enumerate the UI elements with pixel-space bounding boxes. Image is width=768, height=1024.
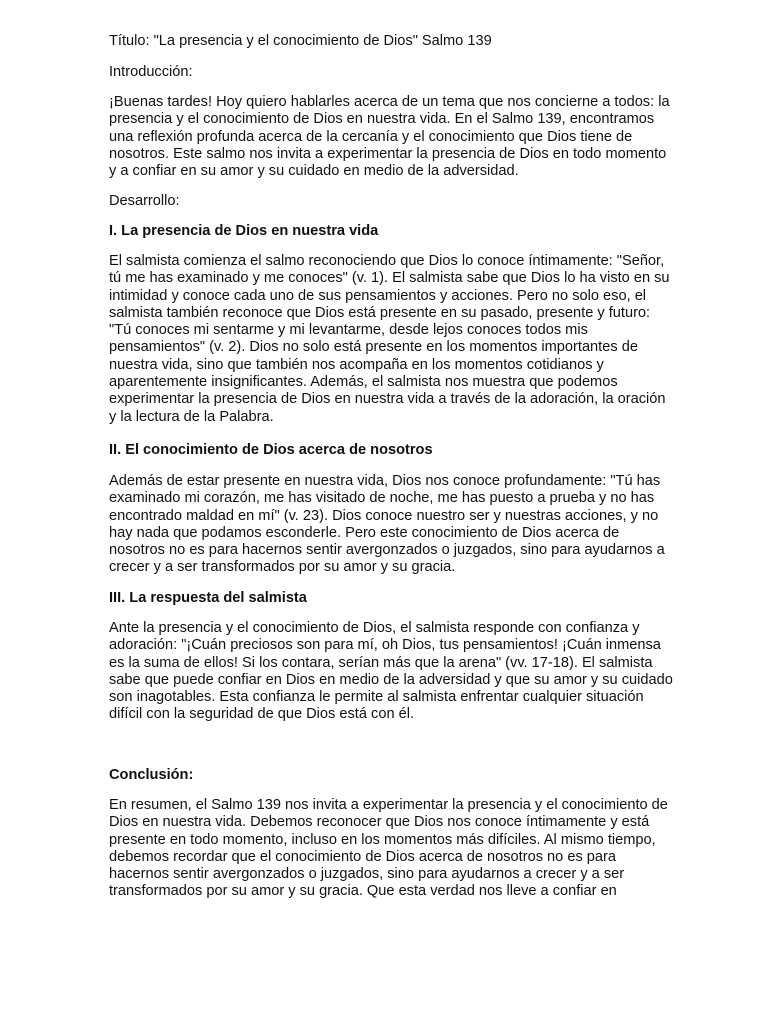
text-line: salmista también reconoce que Dios está presente en su pasado, presente y futuro: (109, 304, 651, 321)
section-2-heading: II. El conocimiento de Dios acerca de nosotros (109, 442, 433, 458)
text-line: pensamientos" (v. 2). Dios no solo está presente en los momentos importantes de (109, 339, 638, 356)
text-line: una reflexión profunda acerca de la cercanía y el conocimiento que Dios tiene de (109, 128, 633, 145)
conclusion-paragraph (109, 797, 669, 901)
text-line: y la lectura de la Palabra. (109, 408, 274, 425)
text-line: El salmista comienza el salmo reconociendo que Dios lo conoce íntimamente: "Señor, (109, 253, 665, 269)
text-line: Dios en nuestra vida. Debemos reconocer que Dios nos conoce íntimamente y está (109, 814, 650, 831)
text-line: experimentar la presencia de Dios en nuestra vida a través de la adoración, la oración (109, 391, 666, 408)
text-line: Ante la presencia y el conocimiento de Dios, el salmista responde con confianza y (109, 620, 640, 636)
section-3-paragraph (109, 620, 673, 724)
text-line: crecer y a ser transformados por su amor y su gracia. (109, 559, 456, 576)
text-line: tú me has examinado y me conoces" (v. 1). El salmista sabe que Dios lo ha visto en su (109, 270, 670, 287)
text-line: hay nada que podamos esconderle. Pero este conocimiento de Dios acerca de (109, 524, 620, 541)
introduccion-paragraph (109, 94, 669, 180)
text-line: En resumen, el Salmo 139 nos invita a experimentar la presencia y el conocimiento de (109, 797, 668, 813)
text-line: es la suma de ellos! Si los contara, serían más que la arena" (vv. 17-18). El salmista (109, 654, 653, 671)
text-line: debemos recordar que el conocimiento de Dios acerca de nosotros no es para (109, 848, 617, 865)
text-line: difícil con la seguridad de que Dios está con él. (109, 706, 415, 723)
text-line: "Tú conoces mi sentarme y mi levantarme, desde lejos conoces todos mis (109, 322, 588, 339)
text-line: adoración: "¡Cuán preciosos son para mí, oh Dios, tus pensamientos! ¡Cuán inmensa (109, 637, 661, 654)
text-line: encontrado maldad en mí" (v. 23). Dios conoce nuestro ser y nuestras acciones, y no (109, 507, 659, 524)
section-1-heading: I. La presencia de Dios en nuestra vida (109, 223, 379, 239)
text-line: presencia y el conocimiento de Dios en nuestra vida. En el Salmo 139, encontramos (109, 111, 655, 128)
text-line: ¡Buenas tardes! Hoy quiero hablarles acerca de un tema que nos concierne a todos: la (109, 94, 670, 110)
text-line: nosotros. Este salmo nos invita a experimentar la presencia de Dios en todo momento (109, 145, 667, 162)
document-title: Título: "La presencia y el conocimiento de Dios" Salmo 139 (109, 33, 492, 49)
desarrollo-heading: Desarrollo: (109, 193, 180, 209)
text-line: aparentemente insignificantes. Además, el salmista nos muestra que podemos (109, 374, 618, 391)
text-line: examinado mi corazón, me has visitado de noche, me has puesto a prueba y no has (109, 490, 655, 507)
text-line: Además de estar presente en nuestra vida, Dios nos conoce profundamente: "Tú has (109, 473, 661, 489)
conclusion-heading: Conclusión: (109, 767, 194, 783)
text-line: sabe que puede confiar en Dios en medio de la adversidad y que su amor y su cuidado (109, 671, 673, 688)
text-line: son inagotables. Esta confianza le permite al salmista enfrentar cualquier situación (109, 689, 644, 706)
text-line: transformados por su amor y su gracia. Que esta verdad nos lleve a confiar en (109, 883, 617, 900)
section-2-paragraph (109, 473, 669, 577)
text-line: nosotros no es para hacernos sentir avergonzados o juzgados, sino para ayudarnos a (109, 542, 665, 559)
section-3-heading: III. La respuesta del salmista (109, 590, 307, 606)
section-1-paragraph (109, 253, 669, 426)
introduccion-heading: Introducción: (109, 64, 193, 80)
text-line: intimidad y conoce cada uno de sus pensamientos y acciones. Pero no solo eso, el (109, 287, 647, 304)
text-line: presente en todo momento, incluso en los momentos más difíciles. Al mismo tiempo, (109, 831, 656, 848)
text-line: hacernos sentir avergonzados o juzgados, sino para ayudarnos a crecer y a ser (109, 866, 625, 883)
text-line: nuestra vida, sino que también nos acompaña en los momentos cotidianos y (109, 356, 604, 373)
text-line: y a confiar en su amor y su cuidado en medio de la adversidad. (109, 163, 519, 180)
